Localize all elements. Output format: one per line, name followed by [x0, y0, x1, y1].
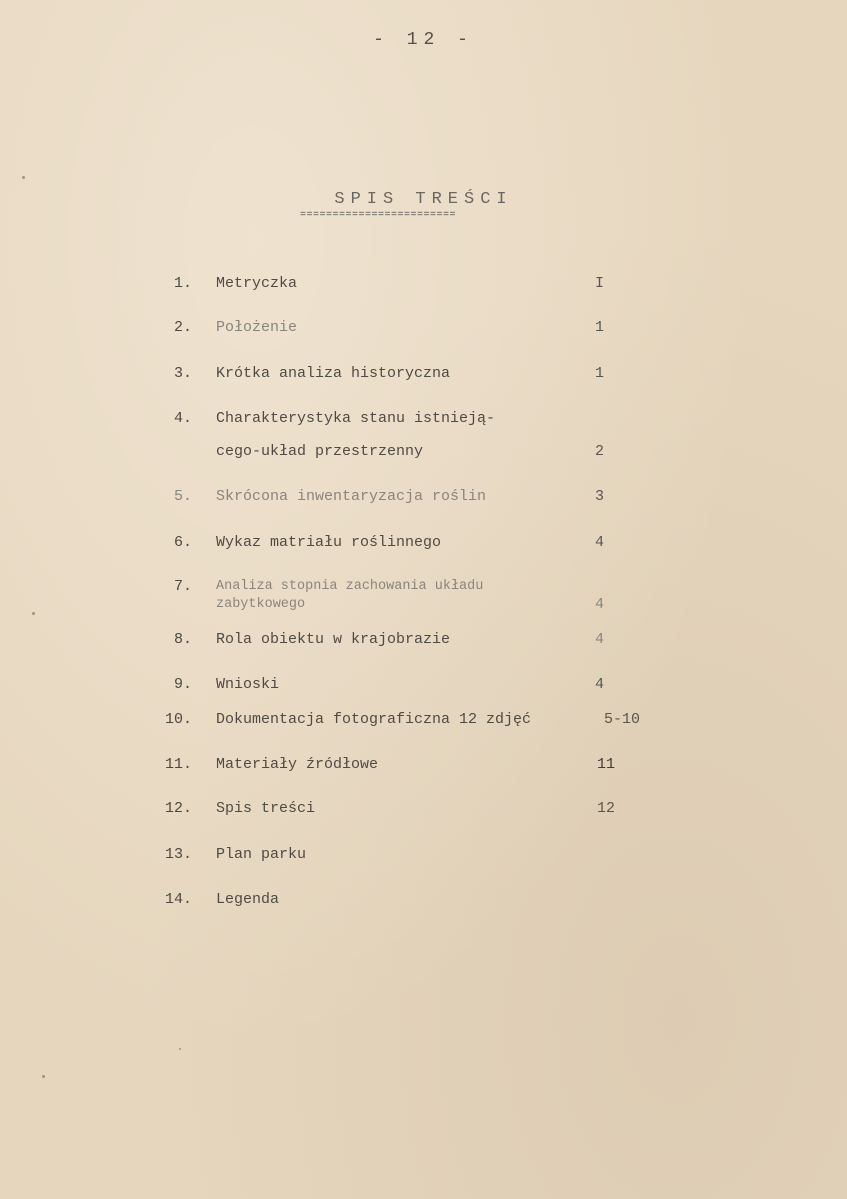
toc-entry: [0, 363, 847, 385]
toc-entry-page: 4: [595, 534, 605, 551]
paper-speck: [179, 1048, 181, 1050]
paper-speck: [22, 176, 25, 179]
toc-entry-label: Położenie: [216, 319, 298, 336]
toc-entry-label: Analiza stopnia zachowania układu: [216, 579, 484, 594]
page-number: - 12 -: [373, 30, 474, 50]
toc-entry: [0, 317, 847, 339]
toc-entry-page: 12: [597, 800, 616, 817]
toc-entry-page: 4: [595, 596, 605, 613]
toc-entry-number: 14.: [164, 891, 192, 908]
toc-entry-number: 7.: [173, 578, 192, 595]
toc-entry: [0, 798, 847, 820]
toc-entry-number: 13.: [164, 846, 192, 863]
toc-entry: [0, 889, 847, 911]
toc-entry-label: Charakterystyka stanu istnieją-: [216, 410, 496, 427]
toc-entry-number: 10.: [164, 711, 192, 728]
toc-entry-page: 5-10: [604, 711, 641, 728]
toc-entry: [0, 273, 847, 295]
toc-entry-label-line2: cego-układ przestrzenny: [216, 443, 424, 460]
toc-entry-number: 3.: [173, 365, 192, 382]
toc-entry-label: Legenda: [216, 891, 280, 908]
toc-entry-continuation: [0, 594, 847, 616]
toc-entry-page: 3: [595, 488, 605, 505]
toc-entry: [0, 408, 847, 430]
toc-entry-number: 4.: [173, 410, 192, 427]
paper-speck: [42, 1075, 45, 1078]
toc-entry-label: Materiały źródłowe: [216, 756, 379, 773]
paper-speck: [32, 612, 35, 615]
toc-entry: [0, 754, 847, 776]
toc-entry-label: Dokumentacja fotograficzna 12 zdjęć: [216, 711, 532, 728]
toc-entry: [0, 674, 847, 696]
toc-entry-label: Metryczka: [216, 275, 298, 292]
toc-entry-page: 11: [597, 756, 616, 773]
toc-entry-number: 8.: [173, 631, 192, 648]
toc-entry-page: 1: [595, 319, 605, 336]
toc-entry-number: 11.: [164, 756, 192, 773]
toc-entry-page: I: [595, 275, 605, 292]
toc-entry: [0, 709, 847, 731]
toc-entry-page: 2: [595, 443, 605, 460]
toc-entry-page: 1: [595, 365, 605, 382]
toc-entry-number: 5.: [173, 488, 192, 505]
toc-entry-number: 2.: [173, 319, 192, 336]
toc-entry-label: Wykaz matriału roślinnego: [216, 534, 442, 551]
toc-entry-number: 6.: [173, 534, 192, 551]
toc-entry: [0, 532, 847, 554]
toc-entry-number: 1.: [173, 275, 192, 292]
toc-entry-continuation: [0, 441, 847, 463]
toc-entry-label-line2: zabytkowego: [216, 597, 306, 612]
toc-entry: [0, 629, 847, 651]
toc-entry-label: Krótka analiza historyczna: [216, 365, 451, 382]
toc-entry-label: Wnioski: [216, 676, 280, 693]
page-title: SPIS TREŚCI: [334, 190, 513, 209]
toc-entry: [0, 486, 847, 508]
toc-entry-page: 4: [595, 631, 605, 648]
toc-entry: [0, 844, 847, 866]
toc-entry-number: 9.: [173, 676, 192, 693]
title-underline: ========================: [300, 211, 457, 221]
toc-entry-label: Skrócona inwentaryzacja roślin: [216, 488, 487, 505]
toc-entry-label: Spis treści: [216, 800, 316, 817]
toc-entry-label: Rola obiektu w krajobrazie: [216, 631, 451, 648]
toc-entry-number: 12.: [164, 800, 192, 817]
toc-entry-page: 4: [595, 676, 605, 693]
toc-entry-label: Plan parku: [216, 846, 307, 863]
